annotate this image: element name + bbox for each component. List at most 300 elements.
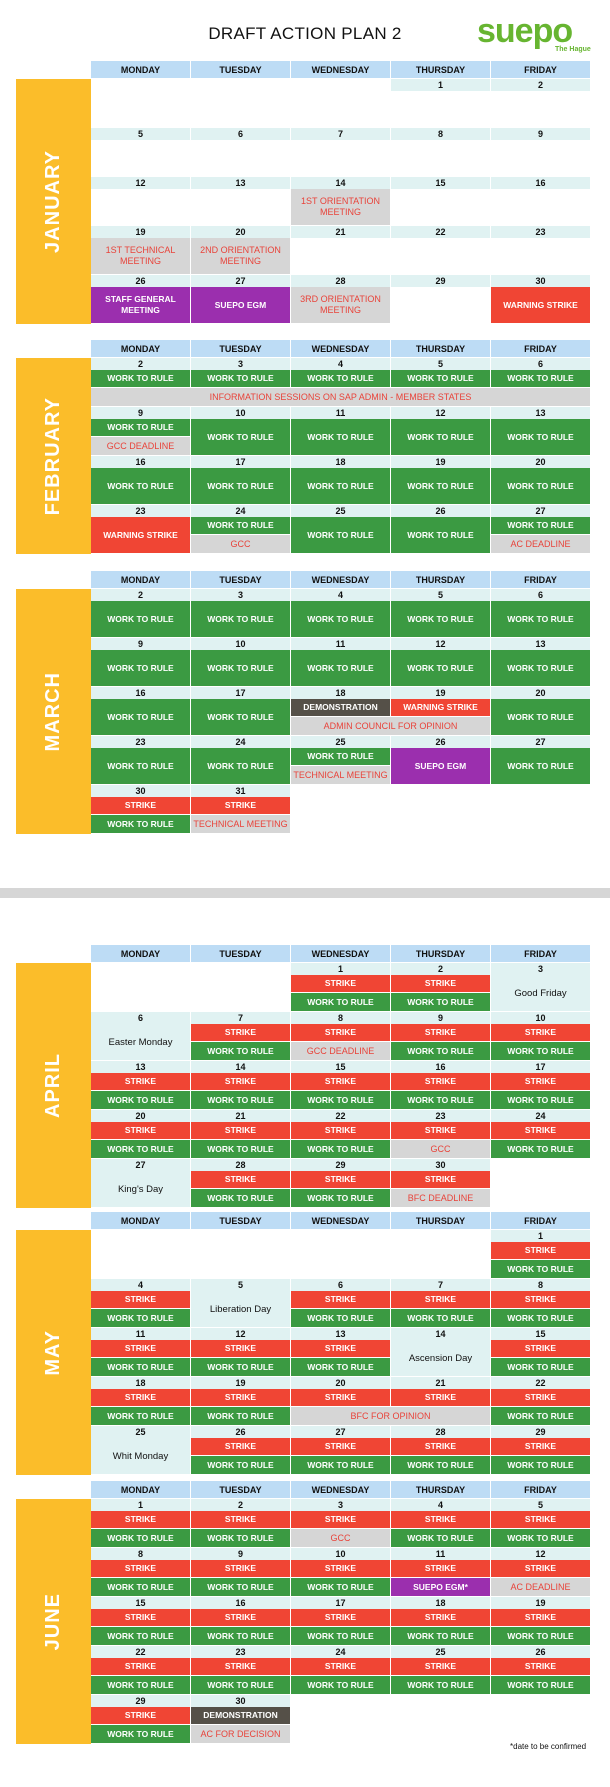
date-cell: 27: [491, 505, 590, 517]
work-to-rule-event: WORK TO RULE: [191, 1456, 290, 1474]
weekday-header: WEDNESDAY: [291, 945, 390, 962]
work-to-rule-event: WORK TO RULE: [491, 699, 590, 735]
date-cell: 1: [291, 963, 390, 975]
date-cell: 16: [91, 456, 190, 468]
strike-event: STRIKE: [191, 1340, 290, 1357]
work-to-rule-event: WORK TO RULE: [391, 1309, 490, 1327]
weekday-header: THURSDAY: [391, 340, 490, 357]
weekday-header: WEDNESDAY: [291, 571, 390, 588]
date-cell: 12: [391, 407, 490, 419]
meeting-event: 1ST ORIENTATION MEETING: [291, 189, 390, 225]
work-to-rule-event: WORK TO RULE: [491, 650, 590, 686]
work-to-rule-event: WORK TO RULE: [91, 468, 190, 504]
date-cell: 3: [191, 589, 290, 601]
date-cell: 18: [391, 1597, 490, 1609]
date-cell: 28: [191, 1159, 290, 1171]
work-to-rule-event: WORK TO RULE: [291, 1091, 390, 1109]
holiday-event: King's Day: [91, 1171, 190, 1207]
work-to-rule-event: WORK TO RULE: [191, 748, 290, 784]
strike-event: STRIKE: [191, 1438, 290, 1455]
date-cell: 21: [291, 226, 390, 238]
date-cell: 12: [191, 1328, 290, 1340]
work-to-rule-event: WORK TO RULE: [491, 517, 590, 534]
egm-event: SUEPO EGM*: [391, 1578, 490, 1596]
holiday-event: Easter Monday: [91, 1024, 190, 1060]
date-cell: 3: [291, 1499, 390, 1511]
date-cell: 6: [291, 1279, 390, 1291]
date-cell: 19: [91, 226, 190, 238]
weekday-header: WEDNESDAY: [291, 340, 390, 357]
strike-event: STRIKE: [391, 1073, 490, 1090]
weekday-header: FRIDAY: [491, 571, 590, 588]
date-cell: 9: [91, 638, 190, 650]
weekday-header: MONDAY: [91, 1212, 190, 1229]
date-cell: 20: [191, 226, 290, 238]
date-cell: 7: [391, 1279, 490, 1291]
date-cell: 19: [391, 687, 490, 699]
work-to-rule-event: WORK TO RULE: [491, 1042, 590, 1060]
meeting-event: GCC: [391, 1140, 490, 1158]
date-cell: 5: [491, 1499, 590, 1511]
work-to-rule-event: WORK TO RULE: [391, 993, 490, 1011]
date-cell: 5: [391, 358, 490, 370]
work-to-rule-event: WORK TO RULE: [91, 1578, 190, 1596]
work-to-rule-event: WORK TO RULE: [191, 601, 290, 637]
date-cell: 21: [191, 1110, 290, 1122]
meeting-event: ADMIN COUNCIL FOR OPINION: [291, 717, 490, 735]
strike-event: STRIKE: [91, 1073, 190, 1090]
date-cell: 8: [491, 1279, 590, 1291]
date-cell: 4: [391, 1499, 490, 1511]
work-to-rule-event: WORK TO RULE: [91, 650, 190, 686]
work-to-rule-event: WORK TO RULE: [91, 370, 190, 387]
strike-event: STRIKE: [491, 1609, 590, 1626]
month-label-april: [16, 963, 91, 1208]
strike-event: STRIKE: [391, 1122, 490, 1139]
date-cell: 25: [291, 505, 390, 517]
strike-event: STRIKE: [391, 1389, 490, 1406]
meeting-event: AC FOR DECISION: [191, 1725, 290, 1743]
work-to-rule-event: WORK TO RULE: [291, 468, 390, 504]
work-to-rule-event: WORK TO RULE: [191, 419, 290, 455]
date-cell: 1: [491, 1230, 590, 1242]
date-cell: 30: [91, 785, 190, 797]
suepo-logo: suepo: [477, 12, 573, 50]
work-to-rule-event: WORK TO RULE: [191, 468, 290, 504]
strike-event: STRIKE: [291, 975, 390, 992]
weekday-header: THURSDAY: [391, 1212, 490, 1229]
date-cell: 6: [191, 128, 290, 140]
strike-event: STRIKE: [191, 1511, 290, 1528]
strike-event: STRIKE: [91, 1560, 190, 1577]
date-cell: 16: [391, 1061, 490, 1073]
date-cell: 7: [191, 1012, 290, 1024]
date-cell: 23: [491, 226, 590, 238]
date-cell: 12: [91, 177, 190, 189]
date-cell: 10: [191, 407, 290, 419]
date-cell: 10: [291, 1548, 390, 1560]
date-cell: 27: [91, 1159, 190, 1171]
date-cell: 9: [191, 1548, 290, 1560]
strike-event: STRIKE: [191, 1073, 290, 1090]
month-label-may: [16, 1230, 91, 1475]
date-cell: 12: [491, 1548, 590, 1560]
strike-event: STRIKE: [291, 1511, 390, 1528]
date-cell: 8: [391, 128, 490, 140]
date-cell: 15: [291, 1061, 390, 1073]
meeting-event: GCC: [291, 1529, 390, 1547]
work-to-rule-event: WORK TO RULE: [91, 1676, 190, 1694]
strike-event: STRIKE: [91, 1511, 190, 1528]
date-cell: 31: [191, 785, 290, 797]
work-to-rule-event: WORK TO RULE: [91, 419, 190, 436]
date-cell: 23: [191, 1646, 290, 1658]
page-separator: [0, 888, 610, 898]
meeting-event: 1ST TECHNICAL MEETING: [91, 238, 190, 274]
strike-event: STRIKE: [391, 1658, 490, 1675]
date-cell: 26: [91, 275, 190, 287]
date-cell: 15: [91, 1597, 190, 1609]
work-to-rule-event: WORK TO RULE: [391, 1529, 490, 1547]
strike-event: WARNING STRIKE: [391, 699, 490, 716]
holiday-event: Liberation Day: [191, 1291, 290, 1327]
work-to-rule-event: WORK TO RULE: [191, 1358, 290, 1376]
date-cell: 2: [91, 589, 190, 601]
date-cell: 1: [91, 1499, 190, 1511]
work-to-rule-event: WORK TO RULE: [491, 1260, 590, 1278]
month-label-january: [16, 79, 91, 324]
date-cell: 20: [291, 1377, 390, 1389]
date-cell: 22: [291, 1110, 390, 1122]
work-to-rule-event: WORK TO RULE: [91, 1309, 190, 1327]
date-cell: 13: [91, 1061, 190, 1073]
strike-event: STRIKE: [291, 1291, 390, 1308]
work-to-rule-event: WORK TO RULE: [391, 1456, 490, 1474]
meeting-event: 2ND ORIENTATION MEETING: [191, 238, 290, 274]
work-to-rule-event: WORK TO RULE: [391, 419, 490, 455]
strike-event: STRIKE: [491, 1242, 590, 1259]
date-cell: 17: [191, 687, 290, 699]
date-cell: 20: [491, 687, 590, 699]
holiday-event: Good Friday: [491, 975, 590, 1011]
date-cell: 19: [491, 1597, 590, 1609]
work-to-rule-event: WORK TO RULE: [91, 1725, 190, 1743]
work-to-rule-event: WORK TO RULE: [291, 1140, 390, 1158]
strike-event: STRIKE: [391, 975, 490, 992]
strike-event: STRIKE: [491, 1438, 590, 1455]
date-cell: 10: [191, 638, 290, 650]
page-title: DRAFT ACTION PLAN 2: [208, 24, 402, 43]
meeting-event: TECHNICAL MEETING: [291, 766, 390, 784]
work-to-rule-event: WORK TO RULE: [491, 1358, 590, 1376]
date-cell: 18: [91, 1377, 190, 1389]
work-to-rule-event: WORK TO RULE: [91, 1407, 190, 1425]
work-to-rule-event: WORK TO RULE: [491, 419, 590, 455]
work-to-rule-event: WORK TO RULE: [391, 517, 490, 553]
work-to-rule-event: WORK TO RULE: [91, 1091, 190, 1109]
strike-event: STRIKE: [291, 1122, 390, 1139]
month-name: APRIL: [42, 1053, 64, 1118]
month-name: MARCH: [42, 671, 64, 752]
work-to-rule-event: WORK TO RULE: [191, 1627, 290, 1645]
date-cell: 13: [491, 638, 590, 650]
date-cell: 13: [491, 407, 590, 419]
strike-event: STRIKE: [491, 1073, 590, 1090]
date-cell: 12: [391, 638, 490, 650]
date-cell: 23: [391, 1110, 490, 1122]
date-cell: 3: [191, 358, 290, 370]
strike-event: STRIKE: [491, 1560, 590, 1577]
work-to-rule-event: WORK TO RULE: [91, 601, 190, 637]
date-cell: 19: [391, 456, 490, 468]
date-cell: 4: [291, 589, 390, 601]
strike-event: STRIKE: [391, 1560, 490, 1577]
date-cell: 26: [491, 1646, 590, 1658]
meeting-event: BFC FOR OPINION: [291, 1407, 490, 1425]
date-cell: 13: [191, 177, 290, 189]
work-to-rule-event: WORK TO RULE: [491, 1091, 590, 1109]
date-cell: 26: [191, 1426, 290, 1438]
meeting-event: INFORMATION SESSIONS ON SAP ADMIN - MEMBER STATES: [91, 388, 590, 406]
date-cell: 24: [491, 1110, 590, 1122]
weekday-header: THURSDAY: [391, 571, 490, 588]
strike-event: STRIKE: [191, 1122, 290, 1139]
weekday-header: THURSDAY: [391, 1481, 490, 1498]
weekday-header: FRIDAY: [491, 1212, 590, 1229]
weekday-header: TUESDAY: [191, 945, 290, 962]
work-to-rule-event: WORK TO RULE: [91, 1627, 190, 1645]
date-cell: 25: [291, 736, 390, 748]
date-cell: 5: [191, 1279, 290, 1291]
strike-event: STRIKE: [191, 1024, 290, 1041]
weekday-header: MONDAY: [91, 340, 190, 357]
date-cell: 8: [291, 1012, 390, 1024]
strike-event: STRIKE: [91, 1658, 190, 1675]
weekday-header: MONDAY: [91, 1481, 190, 1498]
strike-event: STRIKE: [491, 1389, 590, 1406]
month-name: JANUARY: [42, 150, 64, 253]
date-cell: 16: [91, 687, 190, 699]
date-cell: 17: [491, 1061, 590, 1073]
strike-event: STRIKE: [391, 1609, 490, 1626]
work-to-rule-event: WORK TO RULE: [91, 815, 190, 833]
weekday-header: MONDAY: [91, 571, 190, 588]
weekday-header: WEDNESDAY: [291, 61, 390, 78]
month-label-march: [16, 589, 91, 834]
date-cell: 1: [391, 79, 490, 91]
work-to-rule-event: WORK TO RULE: [491, 1140, 590, 1158]
strike-event: STRIKE: [291, 1389, 390, 1406]
meeting-event: AC DEADLINE: [491, 1578, 590, 1596]
strike-event: STRIKE: [191, 1171, 290, 1188]
date-cell: 2: [391, 963, 490, 975]
work-to-rule-event: WORK TO RULE: [291, 1189, 390, 1207]
date-cell: 15: [391, 177, 490, 189]
date-cell: 22: [491, 1377, 590, 1389]
date-cell: 5: [91, 128, 190, 140]
date-cell: 29: [391, 275, 490, 287]
date-cell: 10: [491, 1012, 590, 1024]
date-cell: 2: [491, 79, 590, 91]
meeting-event: 3RD ORIENTATION MEETING: [291, 287, 390, 323]
strike-event: STRIKE: [291, 1658, 390, 1675]
work-to-rule-event: WORK TO RULE: [391, 1627, 490, 1645]
work-to-rule-event: WORK TO RULE: [191, 517, 290, 534]
month-name: JUNE: [42, 1592, 64, 1651]
holiday-event: Ascension Day: [391, 1340, 490, 1376]
date-cell: 11: [391, 1548, 490, 1560]
work-to-rule-event: WORK TO RULE: [291, 517, 390, 553]
egm-event: STAFF GENERAL MEETING: [91, 287, 190, 323]
work-to-rule-event: WORK TO RULE: [491, 1529, 590, 1547]
meeting-event: BFC DEADLINE: [391, 1189, 490, 1207]
work-to-rule-event: WORK TO RULE: [491, 1456, 590, 1474]
date-cell: 24: [191, 736, 290, 748]
date-cell: 5: [391, 589, 490, 601]
demonstration-event: DEMONSTRATION: [191, 1707, 290, 1724]
work-to-rule-event: WORK TO RULE: [391, 1676, 490, 1694]
date-cell: 19: [191, 1377, 290, 1389]
work-to-rule-event: WORK TO RULE: [191, 699, 290, 735]
date-cell: 11: [291, 407, 390, 419]
meeting-event: AC DEADLINE: [491, 535, 590, 553]
work-to-rule-event: WORK TO RULE: [291, 1456, 390, 1474]
date-cell: 29: [291, 1159, 390, 1171]
strike-event: STRIKE: [291, 1024, 390, 1041]
strike-event: STRIKE: [291, 1073, 390, 1090]
work-to-rule-event: WORK TO RULE: [291, 993, 390, 1011]
weekday-header: FRIDAY: [491, 340, 590, 357]
work-to-rule-event: WORK TO RULE: [291, 601, 390, 637]
weekday-header: FRIDAY: [491, 945, 590, 962]
date-cell: 16: [191, 1597, 290, 1609]
meeting-event: TECHNICAL MEETING: [191, 815, 290, 833]
work-to-rule-event: WORK TO RULE: [391, 650, 490, 686]
date-cell: 26: [391, 505, 490, 517]
weekday-header: WEDNESDAY: [291, 1481, 390, 1498]
work-to-rule-event: WORK TO RULE: [191, 1140, 290, 1158]
strike-event: STRIKE: [391, 1291, 490, 1308]
egm-event: SUEPO EGM: [391, 748, 490, 784]
date-cell: 25: [391, 1646, 490, 1658]
date-cell: 25: [91, 1426, 190, 1438]
footnote: *date to be confirmed: [510, 1742, 587, 1751]
weekday-header: FRIDAY: [491, 1481, 590, 1498]
date-cell: 9: [91, 407, 190, 419]
date-cell: 3: [491, 963, 590, 975]
date-cell: 17: [291, 1597, 390, 1609]
date-cell: 27: [491, 736, 590, 748]
strike-event: STRIKE: [191, 1609, 290, 1626]
date-cell: 17: [191, 456, 290, 468]
date-cell: 20: [91, 1110, 190, 1122]
weekday-header: TUESDAY: [191, 571, 290, 588]
strike-event: WARNING STRIKE: [491, 287, 590, 323]
work-to-rule-event: WORK TO RULE: [291, 748, 390, 765]
date-cell: 6: [491, 589, 590, 601]
work-to-rule-event: WORK TO RULE: [391, 601, 490, 637]
work-to-rule-event: WORK TO RULE: [291, 1309, 390, 1327]
egm-event: SUEPO EGM: [191, 287, 290, 323]
month-name: FEBRUARY: [42, 396, 64, 516]
meeting-event: GCC: [191, 535, 290, 553]
work-to-rule-event: WORK TO RULE: [491, 1309, 590, 1327]
date-cell: 24: [191, 505, 290, 517]
strike-event: STRIKE: [191, 1389, 290, 1406]
strike-event: STRIKE: [491, 1291, 590, 1308]
strike-event: STRIKE: [291, 1438, 390, 1455]
strike-event: STRIKE: [391, 1171, 490, 1188]
date-cell: 16: [491, 177, 590, 189]
work-to-rule-event: WORK TO RULE: [191, 370, 290, 387]
strike-event: STRIKE: [91, 1340, 190, 1357]
work-to-rule-event: WORK TO RULE: [491, 601, 590, 637]
date-cell: 2: [91, 358, 190, 370]
work-to-rule-event: WORK TO RULE: [491, 1627, 590, 1645]
weekday-header: THURSDAY: [391, 61, 490, 78]
weekday-header: WEDNESDAY: [291, 1212, 390, 1229]
logo-subtitle: The Hague: [555, 46, 591, 53]
date-cell: 23: [91, 505, 190, 517]
date-cell: 14: [391, 1328, 490, 1340]
strike-event: STRIKE: [391, 1511, 490, 1528]
work-to-rule-event: WORK TO RULE: [391, 370, 490, 387]
date-cell: 27: [191, 275, 290, 287]
date-cell: 20: [491, 456, 590, 468]
date-cell: 4: [291, 358, 390, 370]
date-cell: 22: [91, 1646, 190, 1658]
date-cell: 28: [291, 275, 390, 287]
date-cell: 2: [191, 1499, 290, 1511]
date-cell: 29: [491, 1426, 590, 1438]
holiday-event: Whit Monday: [91, 1438, 190, 1474]
work-to-rule-event: WORK TO RULE: [391, 468, 490, 504]
date-cell: 15: [491, 1328, 590, 1340]
work-to-rule-event: WORK TO RULE: [291, 419, 390, 455]
work-to-rule-event: WORK TO RULE: [491, 748, 590, 784]
work-to-rule-event: WORK TO RULE: [491, 370, 590, 387]
strike-event: STRIKE: [191, 1658, 290, 1675]
date-cell: 6: [91, 1012, 190, 1024]
work-to-rule-event: WORK TO RULE: [191, 1578, 290, 1596]
strike-event: STRIKE: [491, 1340, 590, 1357]
strike-event: STRIKE: [91, 1389, 190, 1406]
date-cell: 21: [391, 1377, 490, 1389]
weekday-header: MONDAY: [91, 61, 190, 78]
weekday-header: TUESDAY: [191, 340, 290, 357]
date-cell: 11: [291, 638, 390, 650]
strike-event: STRIKE: [291, 1171, 390, 1188]
weekday-header: TUESDAY: [191, 1212, 290, 1229]
weekday-header: TUESDAY: [191, 61, 290, 78]
work-to-rule-event: WORK TO RULE: [91, 699, 190, 735]
work-to-rule-event: WORK TO RULE: [191, 1529, 290, 1547]
date-cell: 26: [391, 736, 490, 748]
work-to-rule-event: WORK TO RULE: [491, 468, 590, 504]
strike-event: STRIKE: [191, 1560, 290, 1577]
strike-event: STRIKE: [91, 1291, 190, 1308]
date-cell: 13: [291, 1328, 390, 1340]
date-cell: 14: [191, 1061, 290, 1073]
date-cell: 4: [91, 1279, 190, 1291]
strike-event: STRIKE: [491, 1658, 590, 1675]
work-to-rule-event: WORK TO RULE: [291, 1627, 390, 1645]
work-to-rule-event: WORK TO RULE: [191, 1091, 290, 1109]
date-cell: 28: [391, 1426, 490, 1438]
date-cell: 7: [291, 128, 390, 140]
work-to-rule-event: WORK TO RULE: [191, 1189, 290, 1207]
work-to-rule-event: WORK TO RULE: [491, 1676, 590, 1694]
